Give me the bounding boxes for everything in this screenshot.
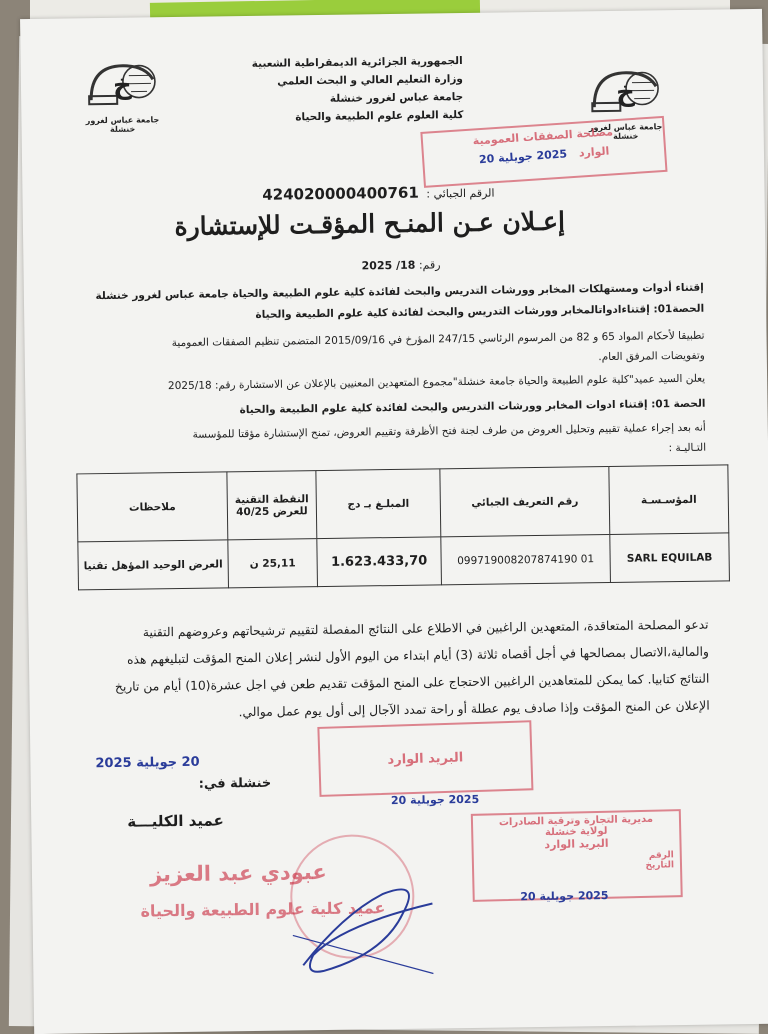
table-header: المؤسـسـة xyxy=(609,465,729,535)
reference-line xyxy=(362,258,441,272)
dean-signature-icon xyxy=(282,873,444,985)
body-line-4: الحصة 01: إقتناء ادوات المخابر وورشات التدريس والبحث لفائدة كلية علوم الطبيعة والحياة xyxy=(239,397,706,417)
table-header: رقم التعريف الجبائي xyxy=(440,467,610,537)
header-republic: الجمهورية الجزائرية الديمقراطية الشعبية xyxy=(251,55,463,70)
stamp-center-date: 2025 جويلية 20 xyxy=(390,792,480,808)
closing-line-4: الإعلان عن المنح المؤقت وإذا صادف يوم عطلة أو راحة تمدد الآجال إلى أول يوم عمل موالي. xyxy=(238,698,710,720)
place-label: خنشلة في: xyxy=(198,775,272,792)
object-line-2: الحصة01: إقتناءادواتالمخابر وورشات التدريس والبحث لفائدة كلية علوم الطبيعة والحياة xyxy=(255,302,705,321)
header-faculty: كلية العلوم علوم الطبيعة والحياة xyxy=(295,108,464,124)
body-line-1: تطبيقا لأحكام المواد 65 و 82 من المرسوم الرئاسي 247/15 المؤرخ في 2015/09/16 المتضمن تنظيم الصفقات العمومية xyxy=(171,329,705,350)
fiscal-number-value: 424020000400761 xyxy=(262,183,419,204)
table-header: المبلـغ بـ دج xyxy=(316,469,441,539)
table-cell-notes: العرض الوحيد المؤهل تقنيا xyxy=(78,540,229,590)
table-row xyxy=(78,533,730,590)
table-cell-score: 25,11 ن xyxy=(228,539,318,588)
logo-caption: جامعة عباس لغرور خنشلة xyxy=(588,122,663,141)
university-logo-icon xyxy=(83,55,162,112)
header-ministry: وزارة التعليم العالي و البحث العلمي xyxy=(277,73,463,88)
object-line-1: إقتناء أدوات ومستهلكات المخابر وورشات التدريس والبحث لفائدة كلية علوم الطبيعة والحياة جامعة عباس لغرور خنشلة xyxy=(95,281,704,303)
page-title: إعـلان عـن المنـح المؤقـت للإستشارة xyxy=(174,206,566,242)
svg-text:خ: خ xyxy=(112,70,132,101)
results-table xyxy=(76,464,730,590)
signature-date: 20 جويلية 2025 xyxy=(95,754,200,772)
fiscal-number-line xyxy=(262,183,494,204)
stamp-bottom-date: 2025 جويلية 20 xyxy=(520,889,609,904)
closing-line-3: النتائج كتابيا. كما يمكن للمتعاهدين الراغبين الاحتجاج على المنح المؤقت تقديم طعن في اجل عشرة(10) أيام من تاريخ xyxy=(114,671,710,694)
body-line-6: التـاليـة : xyxy=(668,441,707,455)
body-line-5: أنه بعد إجراء عملية تقييم وتحليل العروض من طرف لجنة فتح الأظرفة وتقييم العروض، تمنح الإستشارة مؤقتا للمؤسسة xyxy=(192,421,706,441)
table-header-row xyxy=(77,465,729,542)
table-cell-fiscal-id: 099719008207874190 01 xyxy=(441,534,611,584)
reference-label: رقم: xyxy=(418,258,441,272)
dean-name: عبودي عبد العزيز xyxy=(149,859,327,887)
table-header: النقطة التقنية للعرض 40/25 xyxy=(227,471,317,540)
svg-text:خ: خ xyxy=(615,77,636,108)
logo-caption: جامعة عباس لغرور خنشلة xyxy=(85,115,160,134)
dean-role: عميد الكليـــة xyxy=(127,811,224,831)
reception-stamp-bottom: مديرية التجارة وترقية الصادرات لولاية خنشلة البريد الوارد الرقم التاريخ xyxy=(471,809,683,902)
document-page xyxy=(20,9,768,1034)
reception-stamp-top: مصلحة الصفقات العمومية الوارد 2025 جويلية 20 xyxy=(420,116,667,188)
table-header: ملاحظات xyxy=(77,472,228,542)
table-cell-amount: 1.623.433,70 xyxy=(317,537,442,587)
reference-value: 18/ 2025 xyxy=(361,258,416,273)
body-line-2: وتفويضات المرفق العام. xyxy=(598,349,705,364)
closing-line-1: تدعو المصلحة المتعاقدة، المتعهدين الراغبين في الاطلاع على النتائج المفصلة لتقييم ترشيحاتهم وعروضهم التقنية xyxy=(142,617,709,640)
closing-line-2: والمالية،الاتصال بمصالحها في أجل أقصاه ثلاثة (3) أيام ابتداء من اليوم الأول لنشر إعلان المنح المؤقت لتبليغهم هذه xyxy=(126,644,710,667)
body-line-3: يعلن السيد عميد"كلية علوم الطبيعة والحياة جامعة خنشلة"مجموع المتعهدين المعنيين بالإعلان عن الاستشارة رقم: 2025/18 xyxy=(167,372,706,393)
university-logo-left xyxy=(83,55,162,134)
header-university: جامعة عباس لغرور خنشلة xyxy=(329,91,464,105)
reception-stamp-center: البريد الوارد xyxy=(317,720,533,797)
dean-title-stamp: عميد كلية علوم الطبيعة والحياة xyxy=(140,898,386,921)
fiscal-number-label: الرقم الجبائي : xyxy=(426,186,495,201)
university-logo-icon xyxy=(586,62,665,119)
table-cell-company: SARL EQUILAB xyxy=(610,533,730,583)
